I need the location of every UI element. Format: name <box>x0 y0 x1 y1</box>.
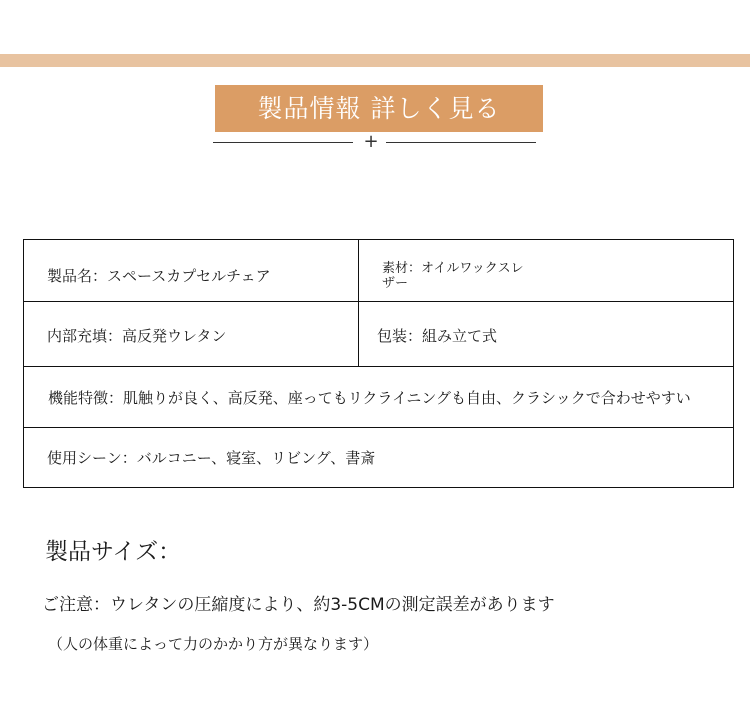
size-section-title: 製品サイズ： <box>45 539 182 565</box>
header-divider-plus: + <box>363 131 379 152</box>
spec-material: 素材：オイルワックスレザー <box>382 261 524 291</box>
spec-table <box>23 239 734 488</box>
table-row-divider <box>24 301 733 302</box>
section-header-banner <box>215 85 543 132</box>
size-notice: ご注意：ウレタンの圧縮度により、約3-5CMの測定誤差があります <box>42 595 555 615</box>
spec-product-name: 製品名：スペースカプセルチェア <box>47 267 271 285</box>
table-row-divider <box>24 427 733 428</box>
size-notice-sub: （人の体重によって力のかかり方が異なります） <box>48 635 379 653</box>
table-column-divider <box>358 240 359 366</box>
spec-usage: 使用シーン：バルコニー、寝室、リビング、書斎 <box>47 449 376 467</box>
top-accent-band <box>0 54 750 67</box>
spec-features: 機能特徴：肌触りが良く、高反発、座ってもリクライニングも自由、クラシックで合わせやすい <box>48 389 691 407</box>
header-divider-right <box>386 142 536 143</box>
header-divider-left <box>213 142 353 143</box>
spec-packaging: 包装：組み立て式 <box>377 327 498 345</box>
table-row-divider <box>24 366 733 367</box>
section-header-title: 製品情報 詳しく見る <box>257 94 501 123</box>
spec-filling: 内部充填：高反発ウレタン <box>47 327 227 345</box>
